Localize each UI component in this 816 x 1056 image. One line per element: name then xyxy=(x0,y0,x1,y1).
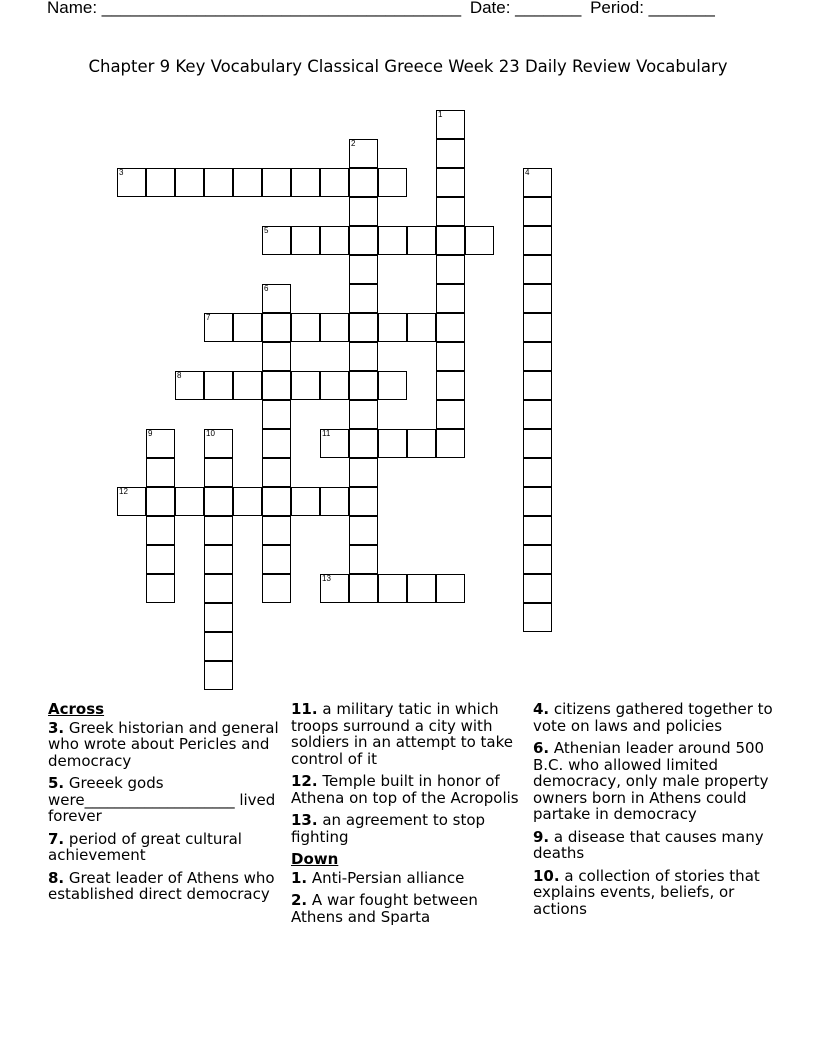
grid-cell[interactable] xyxy=(523,458,552,487)
grid-cell[interactable] xyxy=(378,429,407,458)
grid-cell[interactable] xyxy=(233,487,262,516)
grid-cell[interactable] xyxy=(349,487,378,516)
grid-cell[interactable] xyxy=(320,226,349,255)
grid-cell[interactable] xyxy=(204,632,233,661)
grid-cell[interactable] xyxy=(349,284,378,313)
clue-down-10: 10. a collection of stories that explains events, beliefs, or actions xyxy=(533,866,760,918)
grid-cell[interactable] xyxy=(262,342,291,371)
clue-across-12: 12. Temple built in honor of Athena on top of the Acropolis xyxy=(291,772,519,807)
across-heading: Across xyxy=(48,700,105,718)
grid-cell[interactable] xyxy=(436,371,465,400)
cell-number: 2 xyxy=(351,139,356,148)
grid-cell[interactable] xyxy=(262,487,291,516)
cell-number: 6 xyxy=(264,284,269,293)
grid-cell[interactable] xyxy=(117,168,146,197)
grid-cell[interactable] xyxy=(436,400,465,429)
grid-cell[interactable] xyxy=(349,168,378,197)
cell-number: 11 xyxy=(322,429,331,438)
grid-cell[interactable] xyxy=(523,197,552,226)
grid-cell[interactable] xyxy=(523,400,552,429)
grid-cell[interactable] xyxy=(204,603,233,632)
clue-across-5: 5. Greeek gods were____________________ lived forever xyxy=(48,774,276,825)
cell-number: 5 xyxy=(264,226,269,235)
clue-across-7: 7. period of great cultural achievement xyxy=(48,829,242,864)
grid-cell[interactable] xyxy=(378,168,407,197)
grid-cell[interactable] xyxy=(146,516,175,545)
grid-cell[interactable] xyxy=(146,545,175,574)
grid-cell[interactable] xyxy=(436,342,465,371)
grid-cell[interactable] xyxy=(436,284,465,313)
grid-cell[interactable] xyxy=(175,487,204,516)
grid-cell[interactable] xyxy=(523,371,552,400)
grid-cell[interactable] xyxy=(378,313,407,342)
page-title: Chapter 9 Key Vocabulary Classical Greece Week 23 Daily Review Vocabulary xyxy=(88,57,728,76)
cell-number: 1 xyxy=(438,110,443,119)
grid-cell[interactable] xyxy=(262,226,291,255)
grid-cell[interactable] xyxy=(349,255,378,284)
grid-cell[interactable] xyxy=(436,168,465,197)
grid-cell[interactable] xyxy=(523,429,552,458)
clue-column-3 xyxy=(533,701,773,923)
grid-cell[interactable] xyxy=(320,487,349,516)
grid-cell[interactable] xyxy=(262,429,291,458)
grid-cell[interactable] xyxy=(523,168,552,197)
grid-cell[interactable] xyxy=(349,313,378,342)
grid-cell[interactable] xyxy=(349,545,378,574)
grid-cell[interactable] xyxy=(436,313,465,342)
grid-cell[interactable] xyxy=(262,458,291,487)
grid-cell[interactable] xyxy=(349,516,378,545)
grid-cell[interactable] xyxy=(523,255,552,284)
clue-across-3: 3. Greek historian and general who wrote about Pericles and democracy xyxy=(48,718,279,770)
grid-cell[interactable] xyxy=(262,371,291,400)
grid-cell[interactable] xyxy=(262,574,291,603)
grid-cell[interactable] xyxy=(233,168,262,197)
cell-number: 3 xyxy=(119,168,124,177)
grid-cell[interactable] xyxy=(204,487,233,516)
grid-cell[interactable] xyxy=(204,458,233,487)
grid-cell[interactable] xyxy=(349,139,378,168)
grid-cell[interactable] xyxy=(436,110,465,139)
grid-cell[interactable] xyxy=(349,458,378,487)
grid-cell[interactable] xyxy=(262,545,291,574)
grid-cell[interactable] xyxy=(204,313,233,342)
grid-cell[interactable] xyxy=(291,226,320,255)
grid-cell[interactable] xyxy=(407,226,436,255)
clue-down-2: 2. A war fought between Athens and Sparta xyxy=(291,891,478,926)
grid-cell[interactable] xyxy=(378,226,407,255)
cell-number: 10 xyxy=(206,429,215,438)
cell-number: 7 xyxy=(206,313,211,322)
grid-cell[interactable] xyxy=(262,400,291,429)
grid-cell[interactable] xyxy=(407,313,436,342)
grid-cell[interactable] xyxy=(204,574,233,603)
grid-cell[interactable] xyxy=(291,371,320,400)
grid-cell[interactable] xyxy=(146,574,175,603)
grid-cell[interactable] xyxy=(146,487,175,516)
cell-number: 13 xyxy=(322,574,331,583)
clue-column-1 xyxy=(48,701,284,909)
grid-cell[interactable] xyxy=(204,545,233,574)
grid-cell[interactable] xyxy=(407,429,436,458)
clue-across-11: 11. a military tatic in which troops surround a city with soldiers in an attempt to take control of it xyxy=(291,700,513,768)
grid-cell[interactable] xyxy=(349,400,378,429)
period-field[interactable]: Period: _______ xyxy=(590,0,715,17)
grid-cell[interactable] xyxy=(320,429,349,458)
grid-cell[interactable] xyxy=(436,255,465,284)
cell-number: 8 xyxy=(177,371,182,380)
grid-cell[interactable] xyxy=(523,516,552,545)
grid-cell[interactable] xyxy=(146,458,175,487)
grid-cell[interactable] xyxy=(523,603,552,632)
date-field[interactable]: Date: _______ xyxy=(469,0,582,17)
grid-cell[interactable] xyxy=(523,574,552,603)
cell-number: 4 xyxy=(525,168,530,177)
clue-down-4: 4. citizens gathered together to vote on laws and policies xyxy=(533,700,773,735)
grid-cell[interactable] xyxy=(204,371,233,400)
grid-cell[interactable] xyxy=(291,313,320,342)
grid-cell[interactable] xyxy=(204,661,233,690)
grid-cell[interactable] xyxy=(320,574,349,603)
grid-cell[interactable] xyxy=(436,574,465,603)
grid-cell[interactable] xyxy=(349,226,378,255)
grid-cell[interactable] xyxy=(291,168,320,197)
grid-cell[interactable] xyxy=(204,429,233,458)
grid-cell[interactable] xyxy=(117,487,146,516)
grid-cell[interactable] xyxy=(378,574,407,603)
name-field[interactable]: Name: ______________________________________ xyxy=(47,0,462,17)
grid-cell[interactable] xyxy=(320,168,349,197)
grid-cell[interactable] xyxy=(436,197,465,226)
grid-cell[interactable] xyxy=(523,284,552,313)
grid-cell[interactable] xyxy=(378,371,407,400)
grid-cell[interactable] xyxy=(523,545,552,574)
grid-cell[interactable] xyxy=(262,284,291,313)
grid-cell[interactable] xyxy=(262,313,291,342)
clue-down-6: 6. Athenian leader around 500 B.C. who allowed limited democracy, only male property owners born in Athens could partake in democracy xyxy=(533,739,769,823)
clue-down-1: 1. Anti-Persian alliance xyxy=(291,868,465,887)
grid-cell[interactable] xyxy=(349,574,378,603)
grid-cell[interactable] xyxy=(262,168,291,197)
cell-number: 9 xyxy=(148,429,153,438)
grid-cell[interactable] xyxy=(233,313,262,342)
grid-cell[interactable] xyxy=(349,429,378,458)
grid-cell[interactable] xyxy=(436,429,465,458)
grid-cell[interactable] xyxy=(291,487,320,516)
grid-cell[interactable] xyxy=(146,168,175,197)
grid-cell[interactable] xyxy=(320,371,349,400)
grid-cell[interactable] xyxy=(204,516,233,545)
clue-down-9: 9. a disease that causes many deaths xyxy=(533,827,764,862)
grid-cell[interactable] xyxy=(349,371,378,400)
grid-cell[interactable] xyxy=(262,516,291,545)
grid-cell[interactable] xyxy=(436,226,465,255)
grid-cell[interactable] xyxy=(523,487,552,516)
grid-cell[interactable] xyxy=(523,313,552,342)
grid-cell[interactable] xyxy=(320,313,349,342)
cell-number: 12 xyxy=(119,487,128,496)
grid-cell[interactable] xyxy=(175,371,204,400)
grid-cell[interactable] xyxy=(523,342,552,371)
down-heading: Down xyxy=(291,850,339,868)
grid-cell[interactable] xyxy=(233,371,262,400)
grid-cell[interactable] xyxy=(349,342,378,371)
clue-column-2 xyxy=(291,701,521,931)
clue-across-8: 8. Great leader of Athens who established direct democracy xyxy=(48,868,275,903)
grid-cell[interactable] xyxy=(146,429,175,458)
grid-cell[interactable] xyxy=(349,197,378,226)
grid-cell[interactable] xyxy=(465,226,494,255)
grid-cell[interactable] xyxy=(175,168,204,197)
grid-cell[interactable] xyxy=(436,139,465,168)
grid-cell[interactable] xyxy=(407,574,436,603)
clue-across-13: 13. an agreement to stop fighting xyxy=(291,811,486,846)
grid-cell[interactable] xyxy=(204,168,233,197)
grid-cell[interactable] xyxy=(523,226,552,255)
